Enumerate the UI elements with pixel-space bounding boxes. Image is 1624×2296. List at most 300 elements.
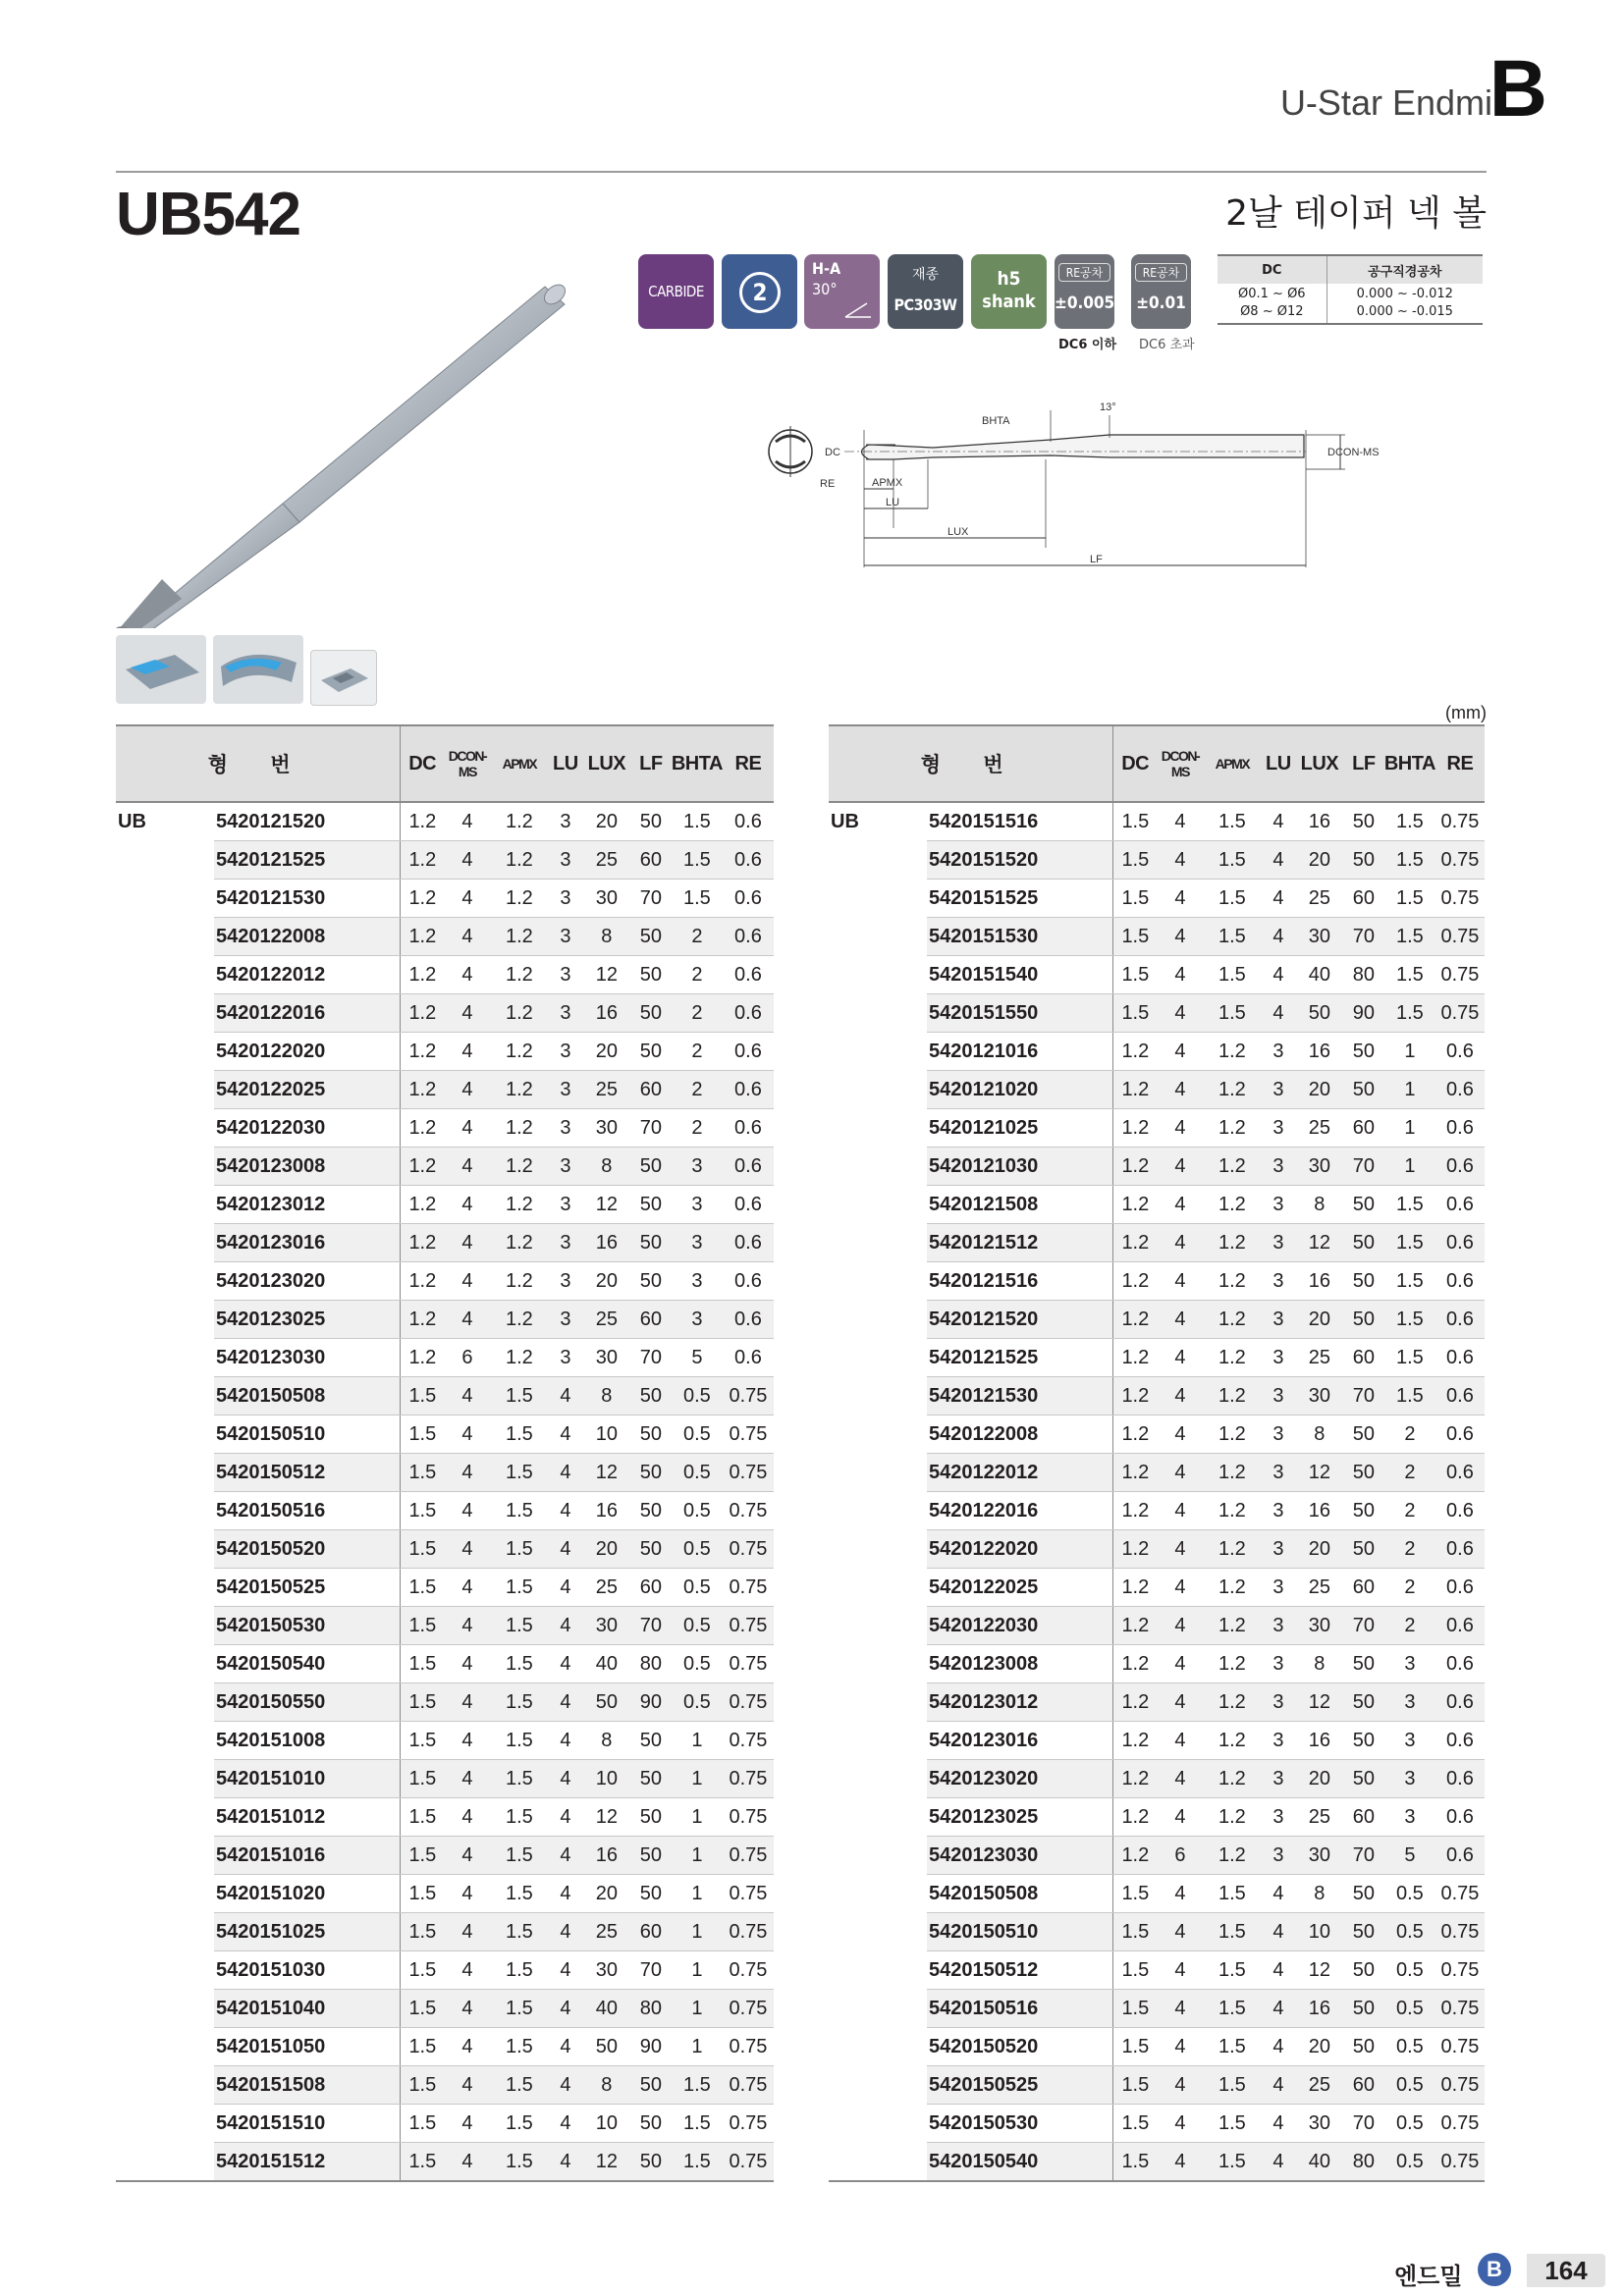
cell-lf: 50 [630, 1722, 672, 1760]
re-tol-value: ±0.005 [1055, 294, 1115, 313]
cell-re: 0.75 [723, 1760, 774, 1798]
cell-bhta: 2 [1384, 1454, 1435, 1492]
cell-dcon: 4 [1157, 1951, 1204, 1990]
cell-dc: 1.2 [1113, 1645, 1157, 1683]
cell-apmx: 1.5 [491, 1837, 548, 1875]
cell-code: 5420122012 [214, 956, 401, 994]
cell-bhta: 0.5 [672, 1492, 723, 1530]
diameter-tolerance-table [1218, 254, 1483, 325]
cell-code: 5420123012 [927, 1683, 1113, 1722]
header-dc: DC [401, 725, 444, 802]
cell-lux: 8 [1296, 1415, 1343, 1454]
tol-header-dc: DC [1218, 255, 1326, 284]
table-row [116, 2143, 774, 2182]
cell-lu: 3 [1261, 1415, 1296, 1454]
cell-apmx: 1.5 [1204, 994, 1261, 1033]
table-row [829, 1875, 1485, 1913]
cell-dcon: 4 [444, 1377, 491, 1415]
cell-bhta: 1 [672, 1837, 723, 1875]
cell-apmx: 1.5 [1204, 1875, 1261, 1913]
cell-lux: 30 [583, 1607, 630, 1645]
cell-lf: 70 [1343, 1607, 1384, 1645]
table-row [116, 1224, 774, 1262]
cell-bhta: 3 [1384, 1722, 1435, 1760]
cell-lux: 40 [1296, 956, 1343, 994]
cell-lf: 60 [630, 1913, 672, 1951]
cell-dc: 1.2 [1113, 1301, 1157, 1339]
cell-lf: 50 [630, 1760, 672, 1798]
cell-re: 0.75 [723, 1454, 774, 1492]
cell-dcon: 4 [1157, 1798, 1204, 1837]
cell-code: 5420151510 [214, 2105, 401, 2143]
cell-dc: 1.2 [401, 1186, 444, 1224]
cell-re: 0.6 [1435, 1492, 1485, 1530]
cell-bhta: 0.5 [1384, 2066, 1435, 2105]
cell-lu: 3 [548, 1186, 583, 1224]
cell-re: 0.6 [1435, 1645, 1485, 1683]
cell-re: 0.6 [1435, 1301, 1485, 1339]
cell-code: 5420151040 [214, 1990, 401, 2028]
cell-code: 5420151030 [214, 1951, 401, 1990]
series-prefix [116, 1071, 214, 1109]
cell-lf: 50 [1343, 1990, 1384, 2028]
cell-code: 5420150512 [214, 1454, 401, 1492]
cell-lu: 3 [1261, 1224, 1296, 1262]
cell-lux: 16 [1296, 1492, 1343, 1530]
table-row [829, 1607, 1485, 1645]
cell-lf: 80 [630, 1990, 672, 2028]
cell-code: 5420123008 [927, 1645, 1113, 1683]
svg-text:BHTA: BHTA [982, 415, 1010, 427]
cell-dcon: 4 [444, 1071, 491, 1109]
series-prefix [116, 1415, 214, 1454]
cell-lu: 3 [1261, 1569, 1296, 1607]
cell-lu: 4 [1261, 841, 1296, 880]
cell-dcon: 4 [444, 1454, 491, 1492]
table-row [116, 1339, 774, 1377]
tol-value: 0.000 ~ -0.012 0.000 ~ -0.015 [1326, 284, 1483, 324]
series-prefix [116, 2143, 214, 2182]
cell-dc: 1.2 [401, 1071, 444, 1109]
cell-bhta: 3 [1384, 1683, 1435, 1722]
series-prefix: UB [118, 810, 146, 832]
material-badge: CARBIDE [638, 254, 714, 329]
cell-lf: 50 [630, 1837, 672, 1875]
cell-dc: 1.5 [401, 1492, 444, 1530]
cell-dcon: 4 [1157, 1875, 1204, 1913]
cell-apmx: 1.2 [1204, 1760, 1261, 1798]
cell-apmx: 1.2 [1204, 1262, 1261, 1301]
series-prefix [829, 1990, 927, 2028]
cell-lu: 3 [1261, 1837, 1296, 1875]
cell-dc: 1.5 [401, 2028, 444, 2066]
cell-re: 0.6 [1435, 1224, 1485, 1262]
cell-lf: 50 [1343, 841, 1384, 880]
cell-code: 5420150516 [214, 1492, 401, 1530]
series-prefix [116, 2105, 214, 2143]
cell-dcon: 4 [1157, 1492, 1204, 1530]
endmill-photo [108, 265, 569, 628]
cell-re: 0.75 [1435, 994, 1485, 1033]
cell-apmx: 1.5 [1204, 802, 1261, 841]
cell-re: 0.75 [723, 1683, 774, 1722]
cell-code: 5420122012 [927, 1454, 1113, 1492]
cell-dc: 1.5 [1113, 956, 1157, 994]
cell-re: 0.6 [723, 1148, 774, 1186]
cell-apmx: 1.2 [491, 1148, 548, 1186]
cell-dcon: 4 [444, 918, 491, 956]
cell-code: 5420150508 [214, 1377, 401, 1415]
cell-lu: 3 [548, 1224, 583, 1262]
tol-header-tolerance: 공구직경공차 [1326, 255, 1483, 284]
cell-apmx: 1.2 [491, 802, 548, 841]
table-row [116, 1148, 774, 1186]
cell-bhta: 3 [672, 1262, 723, 1301]
table-row [829, 1109, 1485, 1148]
cell-lu: 4 [548, 1530, 583, 1569]
cell-apmx: 1.5 [491, 1377, 548, 1415]
series-prefix [116, 1569, 214, 1607]
cell-lf: 50 [630, 1798, 672, 1837]
cell-dcon: 4 [1157, 1377, 1204, 1415]
table-row [829, 1569, 1485, 1607]
cell-re: 0.75 [1435, 802, 1485, 841]
cell-apmx: 1.2 [1204, 1607, 1261, 1645]
cell-dcon: 4 [1157, 1607, 1204, 1645]
table-row [116, 1722, 774, 1760]
cell-lux: 12 [583, 1186, 630, 1224]
cell-lf: 50 [630, 1875, 672, 1913]
series-prefix [116, 841, 214, 880]
cell-lu: 3 [548, 1339, 583, 1377]
cell-dc: 1.2 [401, 1224, 444, 1262]
series-prefix [116, 1262, 214, 1301]
cell-re: 0.75 [723, 1645, 774, 1683]
cell-apmx: 1.2 [491, 1339, 548, 1377]
cell-lf: 50 [630, 1415, 672, 1454]
cell-lf: 60 [1343, 1569, 1384, 1607]
cell-lf: 50 [630, 1377, 672, 1415]
cell-lf: 50 [1343, 1760, 1384, 1798]
cell-lux: 30 [583, 1109, 630, 1148]
cell-lux: 10 [583, 2105, 630, 2143]
cell-lf: 50 [1343, 1645, 1384, 1683]
cell-dc: 1.2 [401, 1262, 444, 1301]
cell-lux: 25 [583, 841, 630, 880]
cell-apmx: 1.5 [491, 1569, 548, 1607]
series-prefix [116, 1301, 214, 1339]
cell-lu: 4 [548, 2143, 583, 2182]
cell-re: 0.75 [1435, 2143, 1485, 2182]
cell-lf: 70 [1343, 2105, 1384, 2143]
cell-dcon: 4 [444, 1109, 491, 1148]
cell-lux: 12 [1296, 1683, 1343, 1722]
cell-bhta: 3 [672, 1186, 723, 1224]
series-prefix [829, 880, 927, 918]
cell-lf: 50 [1343, 1454, 1384, 1492]
cell-lux: 20 [583, 802, 630, 841]
cell-dc: 1.2 [1113, 1798, 1157, 1837]
cell-dcon: 4 [444, 1530, 491, 1569]
table-row [829, 1798, 1485, 1837]
cell-apmx: 1.2 [1204, 1530, 1261, 1569]
cell-lu: 3 [1261, 1262, 1296, 1301]
cell-lux: 12 [583, 1798, 630, 1837]
cell-lf: 50 [1343, 1530, 1384, 1569]
cell-lf: 80 [1343, 956, 1384, 994]
cell-dc: 1.2 [401, 994, 444, 1033]
cell-lux: 12 [583, 1454, 630, 1492]
application-flat-icon [116, 635, 206, 704]
cell-dcon: 4 [444, 1951, 491, 1990]
cell-lu: 3 [548, 1071, 583, 1109]
cell-apmx: 1.2 [491, 994, 548, 1033]
cell-dc: 1.5 [401, 1875, 444, 1913]
cell-lf: 60 [630, 1071, 672, 1109]
header-dc: DC [1113, 725, 1157, 802]
cell-dc: 1.2 [401, 1033, 444, 1071]
series-prefix [829, 1683, 927, 1722]
cell-lux: 20 [1296, 1071, 1343, 1109]
cell-dc: 1.5 [401, 1951, 444, 1990]
cell-apmx: 1.2 [1204, 1224, 1261, 1262]
table-row [829, 1071, 1485, 1109]
page-title: UB542 [116, 181, 300, 248]
svg-text:LUX: LUX [947, 526, 969, 538]
table-row [829, 841, 1485, 880]
cell-lu: 4 [548, 1990, 583, 2028]
cell-dc: 1.5 [1113, 1913, 1157, 1951]
cell-code: 5420150525 [214, 1569, 401, 1607]
cell-dcon: 4 [1157, 841, 1204, 880]
cell-bhta: 2 [672, 918, 723, 956]
table-row [116, 880, 774, 918]
cell-code: 5420151525 [927, 880, 1113, 918]
cell-dc: 1.5 [1113, 918, 1157, 956]
cell-lf: 60 [630, 1569, 672, 1607]
cell-re: 0.6 [723, 1262, 774, 1301]
cell-dc: 1.2 [1113, 1339, 1157, 1377]
series-prefix [829, 1798, 927, 1837]
table-row [829, 802, 1485, 841]
cell-lu: 3 [548, 1109, 583, 1148]
cell-lf: 60 [630, 841, 672, 880]
cell-lu: 3 [1261, 1071, 1296, 1109]
table-row [829, 1224, 1485, 1262]
cell-apmx: 1.2 [491, 1186, 548, 1224]
cell-code: 5420150520 [927, 2028, 1113, 2066]
cell-re: 0.6 [723, 1186, 774, 1224]
cell-lux: 25 [1296, 1339, 1343, 1377]
cell-apmx: 1.2 [1204, 1415, 1261, 1454]
cell-lux: 20 [1296, 1301, 1343, 1339]
cell-lf: 70 [1343, 1377, 1384, 1415]
cell-lux: 8 [1296, 1875, 1343, 1913]
series-prefix [116, 1760, 214, 1798]
cell-dc: 1.2 [1113, 1148, 1157, 1186]
cell-dc: 1.2 [1113, 1569, 1157, 1607]
cell-lux: 16 [1296, 1990, 1343, 2028]
cell-apmx: 1.5 [491, 1454, 548, 1492]
cell-lu: 4 [548, 2066, 583, 2105]
series-prefix [829, 1415, 927, 1454]
cell-apmx: 1.2 [1204, 1186, 1261, 1224]
cell-dcon: 4 [1157, 1530, 1204, 1569]
cell-lf: 90 [1343, 994, 1384, 1033]
cell-lux: 12 [1296, 1224, 1343, 1262]
cell-code: 5420151025 [214, 1913, 401, 1951]
cell-code: 5420150520 [214, 1530, 401, 1569]
cell-code: 5420151516 [927, 802, 1113, 841]
cell-dc: 1.5 [401, 1607, 444, 1645]
cell-code: 5420150510 [927, 1913, 1113, 1951]
cell-dcon: 4 [444, 1186, 491, 1224]
cell-dc: 1.2 [1113, 1760, 1157, 1798]
cell-apmx: 1.5 [491, 1990, 548, 2028]
series-prefix [829, 1148, 927, 1186]
table-row [829, 1530, 1485, 1569]
cell-apmx: 1.2 [1204, 1722, 1261, 1760]
cell-lu: 3 [1261, 1760, 1296, 1798]
cell-lf: 50 [1343, 1033, 1384, 1071]
cell-re: 0.75 [723, 1377, 774, 1415]
cell-code: 5420150540 [214, 1645, 401, 1683]
cell-lu: 3 [1261, 1109, 1296, 1148]
cell-dc: 1.2 [401, 956, 444, 994]
cell-re: 0.6 [723, 994, 774, 1033]
cell-lf: 50 [630, 2105, 672, 2143]
cell-lux: 16 [1296, 1033, 1343, 1071]
cell-dcon: 4 [1157, 1109, 1204, 1148]
cell-re: 0.75 [723, 2066, 774, 2105]
cell-lux: 8 [583, 1377, 630, 1415]
cell-code: 5420150540 [927, 2143, 1113, 2182]
table-row [829, 2028, 1485, 2066]
cell-code: 5420151512 [214, 2143, 401, 2182]
cell-lf: 50 [1343, 1301, 1384, 1339]
cell-apmx: 1.5 [491, 1607, 548, 1645]
cell-re: 0.6 [1435, 1071, 1485, 1109]
svg-text:DCON-MS: DCON-MS [1327, 447, 1380, 458]
series-prefix [116, 2066, 214, 2105]
cell-code: 5420123020 [927, 1760, 1113, 1798]
series-prefix [116, 1683, 214, 1722]
cell-code: 5420151010 [214, 1760, 401, 1798]
cell-lf: 80 [630, 1645, 672, 1683]
re-tol-note: DC6 초과 [1139, 338, 1195, 352]
cell-re: 0.6 [1435, 1607, 1485, 1645]
cell-lu: 4 [548, 1607, 583, 1645]
table-row [116, 1837, 774, 1875]
cell-dcon: 4 [444, 1148, 491, 1186]
cell-dc: 1.5 [1113, 802, 1157, 841]
cell-lf: 50 [1343, 1071, 1384, 1109]
cell-dcon: 4 [1157, 1071, 1204, 1109]
series-prefix [829, 1224, 927, 1262]
series-prefix [116, 1033, 214, 1071]
table-row [116, 1415, 774, 1454]
cell-apmx: 1.5 [491, 1798, 548, 1837]
cell-dc: 1.2 [401, 1148, 444, 1186]
cell-apmx: 1.5 [491, 2143, 548, 2182]
cell-re: 0.75 [723, 2028, 774, 2066]
series-prefix [116, 1530, 214, 1569]
series-prefix [829, 841, 927, 880]
cell-lux: 25 [583, 1301, 630, 1339]
cell-dc: 1.5 [401, 1683, 444, 1722]
cell-code: 5420122016 [214, 994, 401, 1033]
cell-bhta: 0.5 [1384, 2105, 1435, 2143]
cell-bhta: 5 [1384, 1837, 1435, 1875]
series-prefix [116, 2028, 214, 2066]
cell-lf: 70 [630, 1339, 672, 1377]
cell-lu: 3 [1261, 1492, 1296, 1530]
cell-code: 5420121525 [214, 841, 401, 880]
series-prefix [116, 1722, 214, 1760]
cell-dc: 1.5 [1113, 1875, 1157, 1913]
cell-lf: 50 [630, 1186, 672, 1224]
cell-dc: 1.5 [1113, 2028, 1157, 2066]
cell-apmx: 1.2 [491, 1262, 548, 1301]
table-row [829, 1033, 1485, 1071]
cell-code: 5420151012 [214, 1798, 401, 1837]
series-prefix [829, 2105, 927, 2143]
cell-lux: 12 [1296, 1951, 1343, 1990]
re-tolerance-badge-large [1131, 254, 1191, 329]
cell-re: 0.6 [1435, 1148, 1485, 1186]
grade-value: PC303W [893, 295, 957, 314]
cell-re: 0.6 [723, 1071, 774, 1109]
table-row [829, 1339, 1485, 1377]
cell-dc: 1.2 [1113, 1454, 1157, 1492]
cell-bhta: 2 [1384, 1607, 1435, 1645]
re-tol-value: ±0.01 [1136, 294, 1186, 313]
cell-code: 5420121016 [927, 1033, 1113, 1071]
cell-lu: 4 [548, 1837, 583, 1875]
cell-bhta: 0.5 [672, 1377, 723, 1415]
cell-dcon: 4 [1157, 1454, 1204, 1492]
series-prefix [829, 1109, 927, 1148]
cell-lux: 25 [583, 1913, 630, 1951]
cell-lf: 50 [630, 994, 672, 1033]
cell-lu: 3 [1261, 1148, 1296, 1186]
cell-re: 0.75 [723, 1837, 774, 1875]
table-row [829, 1913, 1485, 1951]
cell-bhta: 2 [1384, 1415, 1435, 1454]
series-prefix [829, 2066, 927, 2105]
series-prefix [116, 1951, 214, 1990]
cell-code: 5420121508 [927, 1186, 1113, 1224]
cell-dc: 1.2 [1113, 1607, 1157, 1645]
cell-lu: 4 [548, 1798, 583, 1837]
table-row [116, 956, 774, 994]
flute-count: 2 [739, 272, 781, 313]
cell-re: 0.75 [723, 1990, 774, 2028]
cell-lux: 20 [583, 1262, 630, 1301]
cell-lux: 16 [1296, 802, 1343, 841]
product-subtitle: 2날 테이퍼 넥 볼 [1225, 193, 1487, 234]
table-row [829, 1377, 1485, 1415]
cell-code: 5420151016 [214, 1837, 401, 1875]
cell-apmx: 1.2 [491, 956, 548, 994]
table-row [829, 994, 1485, 1033]
cell-lf: 90 [630, 1683, 672, 1722]
cell-apmx: 1.5 [491, 1951, 548, 1990]
application-contour-icon [213, 635, 303, 704]
cell-re: 0.75 [1435, 2105, 1485, 2143]
cell-code: 5420121030 [927, 1148, 1113, 1186]
cell-code: 5420123008 [214, 1148, 401, 1186]
